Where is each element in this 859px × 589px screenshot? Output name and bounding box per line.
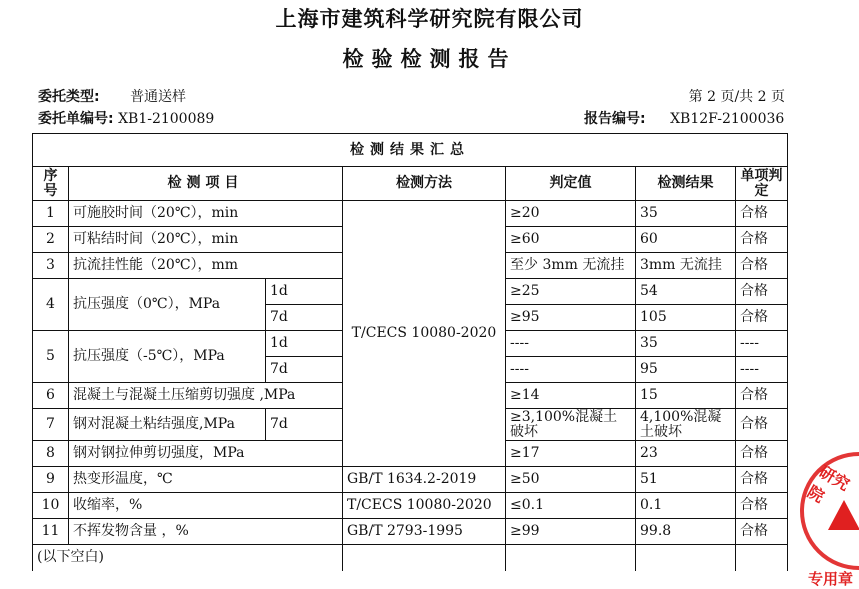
shared-method: T/CECS 10080-2020 bbox=[343, 201, 506, 467]
row-result: 60 bbox=[636, 227, 736, 253]
page-number: 第 2 页/共 2 页 bbox=[688, 89, 785, 105]
blank-below-note: (以下空白) bbox=[33, 545, 343, 571]
empty-cell bbox=[636, 545, 736, 571]
row-no: 4 bbox=[33, 279, 69, 331]
row-result: 51 bbox=[636, 467, 736, 493]
organization-name: 上海市建筑科学研究院有限公司 bbox=[275, 7, 584, 31]
row-criterion: ≥14 bbox=[506, 383, 636, 409]
row-judgement: 合格 bbox=[736, 519, 788, 545]
table-row bbox=[33, 467, 788, 493]
row-criterion: ≥3,100%混凝土破坏 bbox=[506, 409, 636, 441]
row-criterion: ≥95 bbox=[506, 305, 636, 331]
header-seq: 序号 bbox=[33, 167, 69, 201]
row-no: 11 bbox=[33, 519, 69, 545]
row-result: 105 bbox=[636, 305, 736, 331]
table-section-header bbox=[33, 134, 788, 167]
row-result: 35 bbox=[636, 201, 736, 227]
row-criterion: 至少 3mm 无流挂 bbox=[506, 253, 636, 279]
row-no: 7 bbox=[33, 409, 69, 441]
row-criterion: ≥25 bbox=[506, 279, 636, 305]
table-footer-row bbox=[33, 545, 788, 571]
row-result: 99.8 bbox=[636, 519, 736, 545]
header-result: 检测结果 bbox=[636, 167, 736, 201]
row-item: 钢对钢拉伸剪切强度，MPa bbox=[69, 441, 343, 467]
order-number-label: 委托单编号: bbox=[38, 111, 114, 127]
row-item: 抗流挂性能（20℃），mm bbox=[69, 253, 343, 279]
commission-type bbox=[38, 86, 186, 106]
row-no: 5 bbox=[33, 331, 69, 383]
row-judgement: 合格 bbox=[736, 441, 788, 467]
row-method: GB/T 2793-1995 bbox=[343, 519, 506, 545]
row-item: 收缩率，% bbox=[69, 493, 343, 519]
empty-cell bbox=[506, 545, 636, 571]
row-item: 钢对混凝土粘结强度,MPa bbox=[69, 409, 266, 441]
row-item: 抗压强度（-5℃），MPa bbox=[69, 331, 266, 383]
row-criterion: ---- bbox=[506, 357, 636, 383]
row-item: 不挥发物含量 ，% bbox=[69, 519, 343, 545]
empty-cell bbox=[343, 545, 506, 571]
row-judgement: ---- bbox=[736, 331, 788, 357]
row-criterion: ≥17 bbox=[506, 441, 636, 467]
seal-text-top: 研究院 bbox=[804, 461, 853, 507]
row-judgement: ---- bbox=[736, 357, 788, 383]
row-age: 7d bbox=[266, 305, 343, 331]
section-title: 检测结果汇总 bbox=[33, 134, 788, 167]
report-number-label: 报告编号: bbox=[584, 111, 646, 127]
row-criterion: ≥50 bbox=[506, 467, 636, 493]
header-criterion: 判定值 bbox=[506, 167, 636, 201]
commission-type-label: 委托类型: bbox=[38, 89, 100, 105]
row-no: 9 bbox=[33, 467, 69, 493]
row-judgement: 合格 bbox=[736, 493, 788, 519]
header-item: 检测项目 bbox=[69, 167, 343, 201]
row-age: 7d bbox=[266, 409, 343, 441]
row-criterion: ≥20 bbox=[506, 201, 636, 227]
row-age: 1d bbox=[266, 331, 343, 357]
row-no: 6 bbox=[33, 383, 69, 409]
empty-cell bbox=[736, 545, 788, 571]
row-no: 2 bbox=[33, 227, 69, 253]
order-number-value: XB1-2100089 bbox=[118, 111, 215, 127]
table-header-row bbox=[33, 167, 788, 201]
row-judgement: 合格 bbox=[736, 305, 788, 331]
row-no: 10 bbox=[33, 493, 69, 519]
row-item: 混凝土与混凝土压缩剪切强度 ,MPa bbox=[69, 383, 343, 409]
header-method: 检测方法 bbox=[343, 167, 506, 201]
row-item: 可施胶时间（20℃），min bbox=[69, 201, 343, 227]
row-result: 35 bbox=[636, 331, 736, 357]
row-age: 7d bbox=[266, 357, 343, 383]
row-judgement: 合格 bbox=[736, 467, 788, 493]
row-item: 抗压强度（0℃），MPa bbox=[69, 279, 266, 331]
row-no: 1 bbox=[33, 201, 69, 227]
row-judgement: 合格 bbox=[736, 201, 788, 227]
row-criterion: ---- bbox=[506, 331, 636, 357]
header-judgement: 单项判定 bbox=[736, 167, 788, 201]
row-no: 3 bbox=[33, 253, 69, 279]
row-item: 热变形温度，℃ bbox=[69, 467, 343, 493]
row-result: 15 bbox=[636, 383, 736, 409]
table-row bbox=[33, 519, 788, 545]
row-judgement: 合格 bbox=[736, 279, 788, 305]
report-number-value: XB12F-2100036 bbox=[670, 111, 785, 127]
commission-type-value: 普通送样 bbox=[130, 89, 187, 105]
row-age: 1d bbox=[266, 279, 343, 305]
report-title: 检验检测报告 bbox=[342, 47, 517, 71]
row-no: 8 bbox=[33, 441, 69, 467]
row-result: 23 bbox=[636, 441, 736, 467]
row-criterion: ≥99 bbox=[506, 519, 636, 545]
row-judgement: 合格 bbox=[736, 383, 788, 409]
row-result: 4,100%混凝土破坏 bbox=[636, 409, 736, 441]
report-number bbox=[584, 108, 784, 128]
row-method: T/CECS 10080-2020 bbox=[343, 493, 506, 519]
row-result: 95 bbox=[636, 357, 736, 383]
row-result: 0.1 bbox=[636, 493, 736, 519]
row-judgement: 合格 bbox=[736, 409, 788, 441]
seal-star-icon bbox=[828, 500, 859, 530]
row-judgement: 合格 bbox=[736, 227, 788, 253]
row-criterion: ≥60 bbox=[506, 227, 636, 253]
row-item: 可粘结时间（20℃），min bbox=[69, 227, 343, 253]
row-judgement: 合格 bbox=[736, 253, 788, 279]
table-row bbox=[33, 493, 788, 519]
row-criterion: ≤0.1 bbox=[506, 493, 636, 519]
seal-text-bottom: 专用章 bbox=[808, 570, 854, 588]
row-result: 3mm 无流挂 bbox=[636, 253, 736, 279]
row-method: GB/T 1634.2-2019 bbox=[343, 467, 506, 493]
results-summary-table bbox=[32, 133, 788, 571]
table-row bbox=[33, 201, 788, 227]
order-number bbox=[38, 108, 214, 128]
row-result: 54 bbox=[636, 279, 736, 305]
